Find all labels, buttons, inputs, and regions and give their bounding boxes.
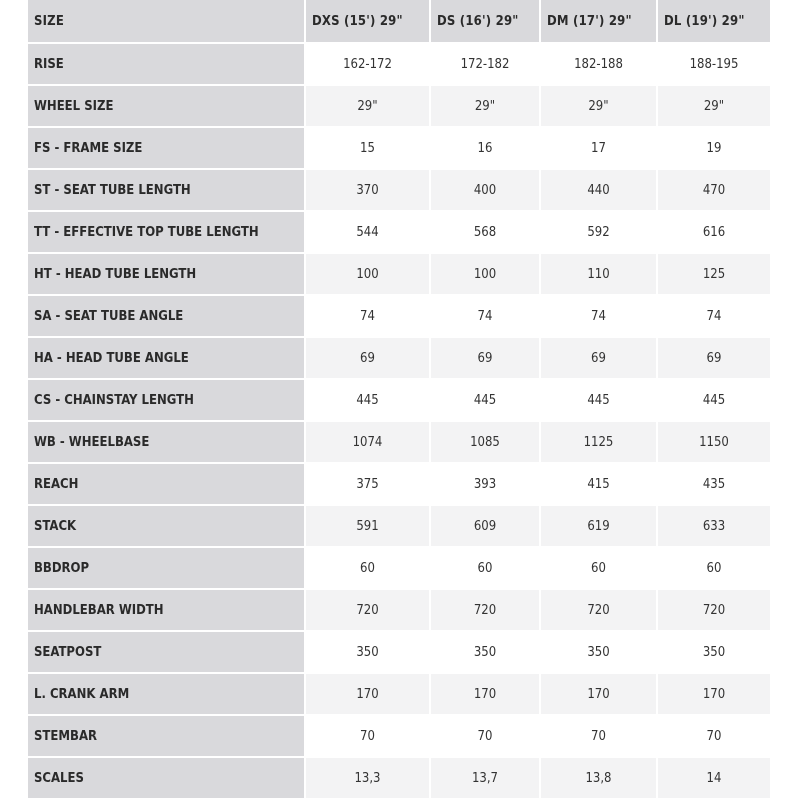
table-cell: 440 <box>541 170 658 212</box>
table-cell: 400 <box>431 170 541 212</box>
table-cell: 350 <box>431 632 541 674</box>
table-cell: 188-195 <box>658 44 772 86</box>
table-cell: 69 <box>431 338 541 380</box>
table-cell: 110 <box>541 254 658 296</box>
table-cell: 350 <box>541 632 658 674</box>
table-cell: 69 <box>306 338 431 380</box>
table-cell: 720 <box>306 590 431 632</box>
table-cell: 370 <box>306 170 431 212</box>
table-cell: 69 <box>541 338 658 380</box>
table-cell: 445 <box>541 380 658 422</box>
table-cell: 60 <box>541 548 658 590</box>
table-cell: 720 <box>658 590 772 632</box>
table-cell: 170 <box>306 674 431 716</box>
table-row <box>28 758 772 800</box>
table-cell: 70 <box>658 716 772 758</box>
row-label: WB - WHEELBASE <box>28 422 306 464</box>
table-cell: 633 <box>658 506 772 548</box>
row-label: STACK <box>28 506 306 548</box>
table-cell: 29" <box>658 86 772 128</box>
table-header <box>28 0 772 44</box>
table-cell: 74 <box>541 296 658 338</box>
row-label: BBDROP <box>28 548 306 590</box>
header-row <box>28 0 772 44</box>
table-cell: 170 <box>431 674 541 716</box>
row-label: SA - SEAT TUBE ANGLE <box>28 296 306 338</box>
table-cell: 100 <box>306 254 431 296</box>
table-cell: 162-172 <box>306 44 431 86</box>
table-cell: 470 <box>658 170 772 212</box>
table-row <box>28 674 772 716</box>
table-row <box>28 128 772 170</box>
table-cell: 619 <box>541 506 658 548</box>
row-label: FS - FRAME SIZE <box>28 128 306 170</box>
row-label: REACH <box>28 464 306 506</box>
table-cell: 415 <box>541 464 658 506</box>
header-dm: DM (17') 29" <box>541 0 658 44</box>
header-ds: DS (16') 29" <box>431 0 541 44</box>
header-dl: DL (19') 29" <box>658 0 772 44</box>
row-label: HT - HEAD TUBE LENGTH <box>28 254 306 296</box>
table-cell: 17 <box>541 128 658 170</box>
table-row <box>28 590 772 632</box>
table-cell: 13,8 <box>541 758 658 800</box>
table-cell: 1074 <box>306 422 431 464</box>
header-dxs: DXS (15') 29" <box>306 0 431 44</box>
row-label: RISE <box>28 44 306 86</box>
header-size: SIZE <box>28 0 306 44</box>
table-cell: 1085 <box>431 422 541 464</box>
table-cell: 14 <box>658 758 772 800</box>
geometry-table <box>28 0 772 800</box>
table-cell: 720 <box>431 590 541 632</box>
table-cell: 591 <box>306 506 431 548</box>
row-label: TT - EFFECTIVE TOP TUBE LENGTH <box>28 212 306 254</box>
table-cell: 172-182 <box>431 44 541 86</box>
table-cell: 100 <box>431 254 541 296</box>
table-cell: 375 <box>306 464 431 506</box>
table-cell: 70 <box>541 716 658 758</box>
table-cell: 435 <box>658 464 772 506</box>
table-cell: 16 <box>431 128 541 170</box>
row-label: HA - HEAD TUBE ANGLE <box>28 338 306 380</box>
table-cell: 445 <box>431 380 541 422</box>
table-cell: 609 <box>431 506 541 548</box>
table-cell: 393 <box>431 464 541 506</box>
table-cell: 1150 <box>658 422 772 464</box>
table-cell: 445 <box>306 380 431 422</box>
table-row <box>28 464 772 506</box>
table-cell: 350 <box>658 632 772 674</box>
table-cell: 616 <box>658 212 772 254</box>
table-cell: 1125 <box>541 422 658 464</box>
table-row <box>28 86 772 128</box>
row-label: SEATPOST <box>28 632 306 674</box>
table-row <box>28 632 772 674</box>
table-cell: 60 <box>306 548 431 590</box>
row-label: STEMBAR <box>28 716 306 758</box>
table-cell: 70 <box>431 716 541 758</box>
table-cell: 445 <box>658 380 772 422</box>
table-cell: 60 <box>431 548 541 590</box>
table-row <box>28 44 772 86</box>
table-cell: 182-188 <box>541 44 658 86</box>
table-cell: 568 <box>431 212 541 254</box>
size-chart <box>28 0 772 800</box>
table-row <box>28 212 772 254</box>
table-row <box>28 548 772 590</box>
table-cell: 170 <box>658 674 772 716</box>
table-cell: 74 <box>306 296 431 338</box>
table-row <box>28 296 772 338</box>
table-row <box>28 254 772 296</box>
table-row <box>28 380 772 422</box>
table-cell: 13,3 <box>306 758 431 800</box>
table-cell: 592 <box>541 212 658 254</box>
table-cell: 125 <box>658 254 772 296</box>
table-cell: 29" <box>431 86 541 128</box>
table-row <box>28 716 772 758</box>
table-cell: 29" <box>541 86 658 128</box>
table-row <box>28 338 772 380</box>
row-label: HANDLEBAR WIDTH <box>28 590 306 632</box>
table-cell: 19 <box>658 128 772 170</box>
table-cell: 720 <box>541 590 658 632</box>
table-cell: 60 <box>658 548 772 590</box>
row-label: CS - CHAINSTAY LENGTH <box>28 380 306 422</box>
table-cell: 170 <box>541 674 658 716</box>
table-cell: 544 <box>306 212 431 254</box>
table-row <box>28 506 772 548</box>
row-label: SCALES <box>28 758 306 800</box>
table-cell: 74 <box>658 296 772 338</box>
row-label: L. CRANK ARM <box>28 674 306 716</box>
row-label: WHEEL SIZE <box>28 86 306 128</box>
table-cell: 74 <box>431 296 541 338</box>
table-cell: 350 <box>306 632 431 674</box>
table-cell: 15 <box>306 128 431 170</box>
table-body <box>28 44 772 800</box>
table-row <box>28 170 772 212</box>
table-cell: 29" <box>306 86 431 128</box>
table-row <box>28 422 772 464</box>
table-cell: 69 <box>658 338 772 380</box>
row-label: ST - SEAT TUBE LENGTH <box>28 170 306 212</box>
table-cell: 70 <box>306 716 431 758</box>
table-cell: 13,7 <box>431 758 541 800</box>
